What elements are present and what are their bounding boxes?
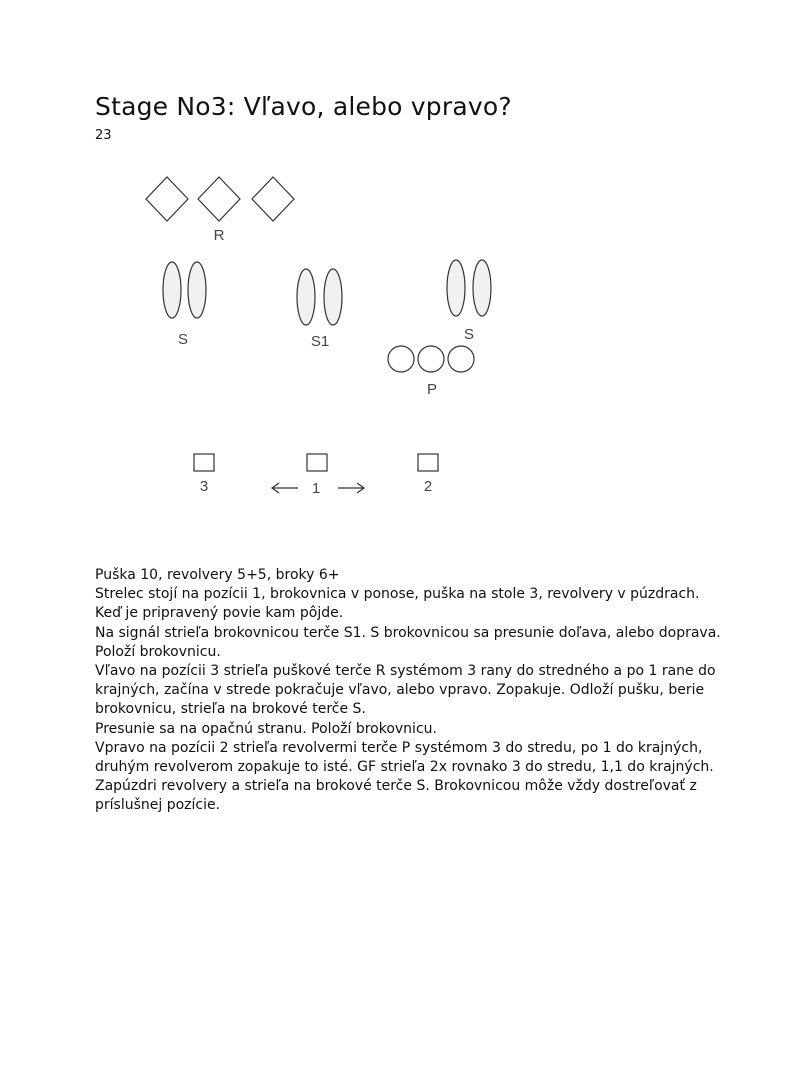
description-line: Položí brokovnicu. [95, 643, 221, 660]
page-title: Stage No3: Vľavo, alebo vpravo? [95, 92, 512, 121]
position-1-label: 1 [311, 480, 321, 497]
description-line: Zapúzdri revolvery a strieľa na brokové terče S. Brokovnicou môže vždy dostreľovať z [95, 778, 697, 795]
pistol-targets [388, 346, 474, 372]
pistol-target-center [418, 346, 444, 372]
arrow-left-icon [272, 483, 298, 493]
shotgun-right-label: S [463, 326, 475, 343]
shotgun-target [163, 262, 181, 318]
shotgun-targets-right [447, 260, 491, 316]
rifle-target-right [252, 177, 294, 221]
description-line: druhým revolverom zopakuje to isté. GF strieľa 2x rovnako 3 do stredu, 1,1 do krajných. [95, 759, 714, 776]
stage-description [95, 566, 721, 816]
description-line: Presunie sa na opačnú stranu. Položí brokovnicu. [95, 720, 437, 737]
shotgun-target [473, 260, 491, 316]
rifle-targets [146, 177, 294, 221]
stage-diagram [0, 0, 786, 520]
pistol-target-left [388, 346, 414, 372]
position-2-box [418, 454, 438, 471]
shotgun-targets-left [163, 262, 206, 318]
rifle-target-center [198, 177, 240, 221]
pistol-targets-label: P [426, 381, 438, 398]
description-line: krajných, začína v strede pokračuje vľavo, alebo vpravo. Zopakuje. Odloží pušku, berie [95, 682, 705, 699]
shotgun-target [324, 269, 342, 325]
shotgun-target [297, 269, 315, 325]
description-line: príslušnej pozície. [95, 797, 221, 814]
shotgun-target [447, 260, 465, 316]
position-1-box [307, 454, 327, 471]
description-line: Na signál strieľa brokovnicou terče S1. S brokovnicou sa presunie doľava, alebo doprava. [95, 624, 721, 641]
shotgun-left-label: S [177, 331, 189, 348]
shotgun-target [188, 262, 206, 318]
position-3-box [194, 454, 214, 471]
position-3-label: 3 [199, 478, 209, 495]
description-line: Strelec stojí na pozícii 1, brokovnica v ponose, puška na stole 3, revolvery v púzdrach. [95, 586, 700, 603]
description-line: Puška 10, revolvery 5+5, broky 6+ [95, 567, 340, 583]
page-number: 23 [95, 128, 112, 143]
rifle-target-left [146, 177, 188, 221]
description-line: Keď je pripravený povie kam pôjde. [95, 605, 344, 622]
shotgun-center-label: S1 [310, 333, 330, 350]
pistol-target-right [448, 346, 474, 372]
description-line: brokovnicu, strieľa na brokové terče S. [95, 701, 366, 718]
arrow-right-icon [338, 483, 364, 493]
position-2-label: 2 [423, 478, 433, 495]
description-line: Vľavo na pozícii 3 strieľa puškové terče R systémom 3 rany do stredného a po 1 rane do [95, 663, 716, 680]
description-line: Vpravo na pozícii 2 strieľa revolvermi terče P systémom 3 do stredu, po 1 do krajných, [95, 739, 703, 756]
shotgun-targets-center [297, 269, 342, 325]
rifle-targets-label: R [213, 227, 225, 244]
